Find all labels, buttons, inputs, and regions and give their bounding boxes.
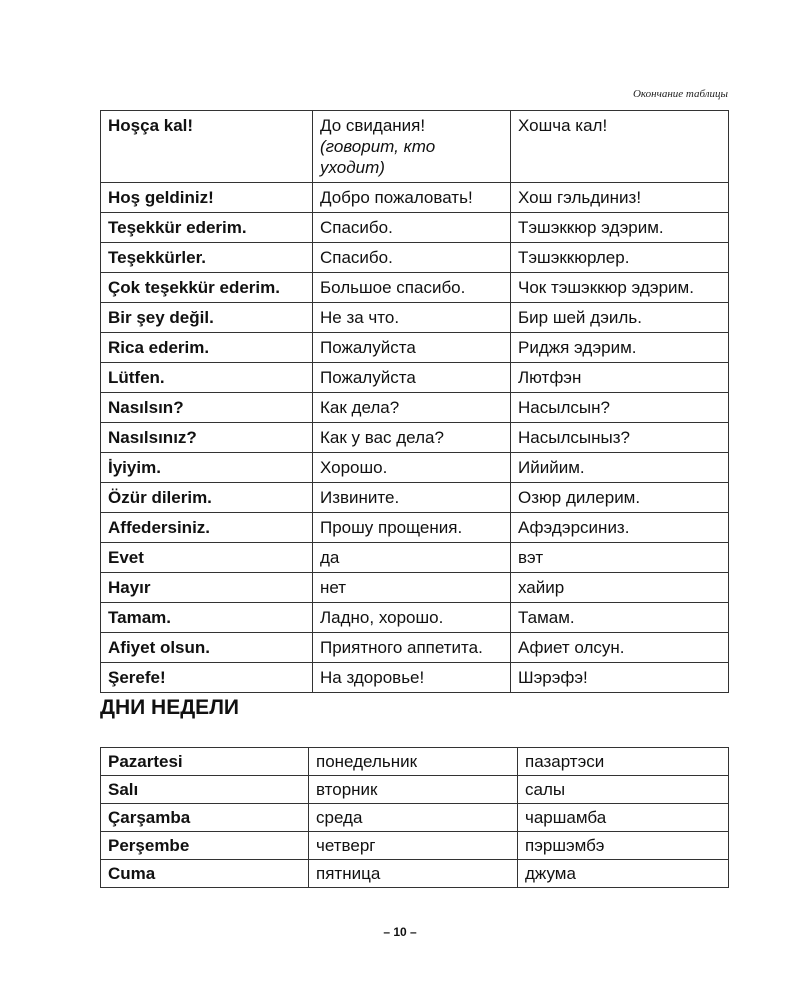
table-row	[101, 832, 729, 860]
turkish-phrase: İyiyim.	[101, 453, 313, 483]
table-row	[101, 663, 729, 693]
table-row	[101, 776, 729, 804]
table-row	[101, 363, 729, 393]
continuation-note: Окончание таблицы	[632, 88, 728, 100]
turkish-phrase: Çok teşekkür ederim.	[101, 273, 313, 303]
russian-translation: Хорошо.	[313, 453, 511, 483]
pronunciation: Тамам.	[511, 603, 729, 633]
russian-translation: да	[313, 543, 511, 573]
turkish-phrase: Bir şey değil.	[101, 303, 313, 333]
pronunciation: чаршамба	[518, 804, 729, 832]
pronunciation: Афиет олсун.	[511, 633, 729, 663]
turkish-phrase: Teşekkürler.	[101, 243, 313, 273]
russian-translation: На здоровье!	[313, 663, 511, 693]
turkish-phrase: Özür dilerim.	[101, 483, 313, 513]
table-row	[101, 213, 729, 243]
table-row	[101, 243, 729, 273]
russian-translation: Извините.	[313, 483, 511, 513]
turkish-phrase: Hoş geldiniz!	[101, 183, 313, 213]
turkish-phrase: Teşekkür ederim.	[101, 213, 313, 243]
pronunciation: Афэдэрсиниз.	[511, 513, 729, 543]
table-row	[101, 273, 729, 303]
table-row	[101, 183, 729, 213]
translation-text: До свидания!	[320, 116, 426, 135]
pronunciation: пэршэмбэ	[518, 832, 729, 860]
turkish-phrase: Afiyet olsun.	[101, 633, 313, 663]
turkish-phrase: Lütfen.	[101, 363, 313, 393]
table-row	[101, 603, 729, 633]
phrases-table	[100, 110, 729, 693]
pronunciation: Насылсыныз?	[511, 423, 729, 453]
russian-translation: Ладно, хорошо.	[313, 603, 511, 633]
turkish-phrase: Hoşça kal!	[101, 111, 313, 183]
russian-day: среда	[309, 804, 518, 832]
table-row	[101, 453, 729, 483]
table-row	[101, 483, 729, 513]
russian-translation: Пожалуйста	[313, 363, 511, 393]
turkish-phrase: Rica ederim.	[101, 333, 313, 363]
russian-translation: Не за что.	[313, 303, 511, 333]
table-row	[101, 543, 729, 573]
turkish-day: Pazartesi	[101, 748, 309, 776]
turkish-phrase: Affedersiniz.	[101, 513, 313, 543]
russian-translation: нет	[313, 573, 511, 603]
russian-translation: Добро пожаловать!	[313, 183, 511, 213]
pronunciation: Бир шей дэиль.	[511, 303, 729, 333]
turkish-phrase: Hayır	[101, 573, 313, 603]
turkish-phrase: Nasılsınız?	[101, 423, 313, 453]
turkish-day: Cuma	[101, 860, 309, 888]
pronunciation: Хош гэльдиниз!	[511, 183, 729, 213]
turkish-day: Çarşamba	[101, 804, 309, 832]
russian-translation: Спасибо.	[313, 213, 511, 243]
pronunciation: Озюр дилерим.	[511, 483, 729, 513]
table-row	[101, 633, 729, 663]
russian-day: пятница	[309, 860, 518, 888]
table-row	[101, 860, 729, 888]
pronunciation: Ийийим.	[511, 453, 729, 483]
pronunciation: Лютфэн	[511, 363, 729, 393]
table-row	[101, 303, 729, 333]
russian-translation: Приятного аппетита.	[313, 633, 511, 663]
russian-translation: Прошу прощения.	[313, 513, 511, 543]
russian-translation: Как дела?	[313, 393, 511, 423]
russian-day: вторник	[309, 776, 518, 804]
table-row	[101, 748, 729, 776]
turkish-phrase: Şerefe!	[101, 663, 313, 693]
translation-note: (говорит, кто уходит)	[320, 137, 436, 177]
turkish-phrase: Nasılsın?	[101, 393, 313, 423]
pronunciation: пазартэси	[518, 748, 729, 776]
table-row	[101, 393, 729, 423]
pronunciation: салы	[518, 776, 729, 804]
turkish-phrase: Evet	[101, 543, 313, 573]
turkish-day: Salı	[101, 776, 309, 804]
pronunciation: Тэшэккюр эдэрим.	[511, 213, 729, 243]
russian-translation: Большое спасибо.	[313, 273, 511, 303]
russian-translation: Как у вас дела?	[313, 423, 511, 453]
table-row	[101, 804, 729, 832]
russian-translation: Пожалуйста	[313, 333, 511, 363]
table-row	[101, 513, 729, 543]
page-number: – 10 –	[383, 925, 417, 939]
russian-day: понедельник	[309, 748, 518, 776]
turkish-phrase: Tamam.	[101, 603, 313, 633]
section-title: ДНИ НЕДЕЛИ	[100, 696, 240, 719]
pronunciation: Тэшэккюрлер.	[511, 243, 729, 273]
russian-translation	[313, 111, 511, 183]
table-row	[101, 111, 729, 183]
russian-translation: Спасибо.	[313, 243, 511, 273]
days-table	[100, 747, 729, 888]
table-row	[101, 333, 729, 363]
pronunciation: Шэрэфэ!	[511, 663, 729, 693]
pronunciation: вэт	[511, 543, 729, 573]
russian-day: четверг	[309, 832, 518, 860]
pronunciation: Чок тэшэккюр эдэрим.	[511, 273, 729, 303]
pronunciation: Хошча кал!	[511, 111, 729, 183]
turkish-day: Perşembe	[101, 832, 309, 860]
table-row	[101, 423, 729, 453]
pronunciation: Риджя эдэрим.	[511, 333, 729, 363]
pronunciation: Насылсын?	[511, 393, 729, 423]
pronunciation: джума	[518, 860, 729, 888]
pronunciation: хайир	[511, 573, 729, 603]
table-row	[101, 573, 729, 603]
